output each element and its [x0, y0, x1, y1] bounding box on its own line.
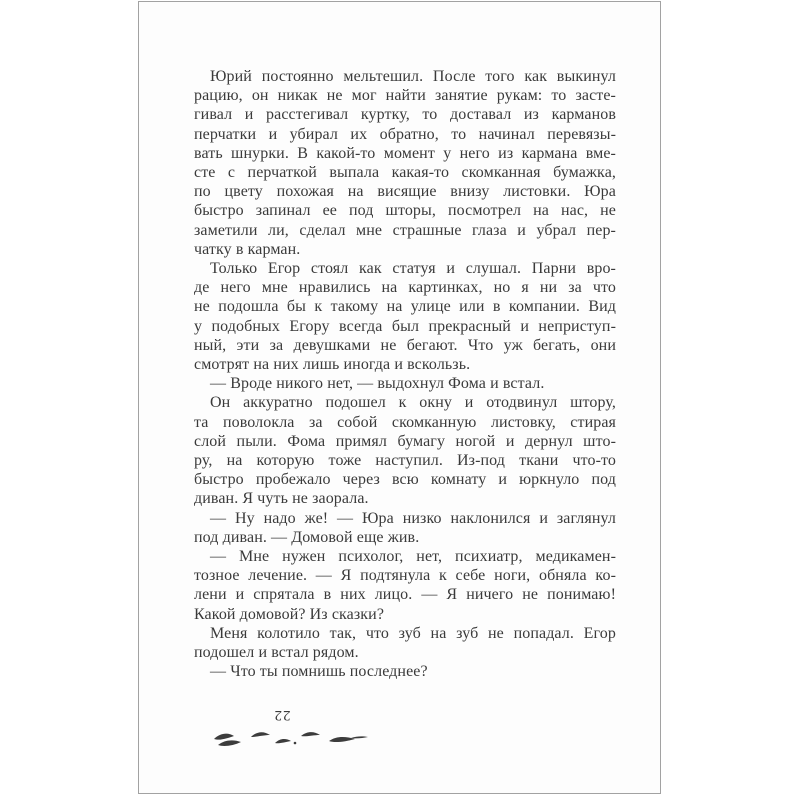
text-line: сте с перчаткой выпала какая-то скомканная бумажка,: [194, 164, 616, 182]
paragraph: [194, 624, 616, 662]
text-line: та поволокла за собой скомканную листовку, стирая: [194, 413, 616, 431]
text-line: быстро пробежало через всю комнату и юркнуло под: [194, 471, 616, 489]
page-text: [194, 67, 616, 682]
text-line: Какой домовой? Из сказки?: [194, 605, 385, 623]
text-line: заметили ли, сделал мне страшные глаза и убрал пер-: [194, 221, 616, 239]
text-line: под диван. — Домовой еще жив.: [194, 528, 420, 546]
page-footer: [139, 702, 660, 762]
paragraph: [194, 374, 616, 393]
paragraph: [194, 662, 616, 681]
text-line: Юрий постоянно мельтешил. После того как выкинул: [210, 68, 616, 85]
text-line: лени и спрятала в них лицо. — Я ничего не понимаю!: [194, 586, 616, 604]
text-line: чатку в карман.: [194, 240, 301, 258]
text-line: не подошла бы к такому на улице или в компании. Вид: [194, 298, 616, 316]
text-line: вать шнурки. В какой-то момент у него из кармана вме-: [194, 144, 616, 162]
text-line: — Мне нужен психолог, нет, психиатр, медикамен-: [210, 548, 616, 566]
text-line: у подобных Егору всегда был прекрасный и неприступ-: [194, 317, 616, 335]
text-line: по цвету похожая на висящие внизу листовки. Юра: [194, 183, 616, 201]
paragraph: [194, 259, 616, 374]
text-line: подошел и встал рядом.: [194, 644, 359, 662]
text-line: диван. Я чуть не заорала.: [194, 490, 369, 508]
page-number: 22: [273, 707, 291, 723]
text-line: гивал и расстегивал куртку, то доставал из карманов: [194, 106, 616, 124]
text-line: слой пыли. Фома примял бумагу ногой и дернул што-: [194, 432, 616, 450]
text-line: быстро запинал ее под шторы, посмотрел на нас, не: [194, 202, 616, 220]
paragraph: [194, 547, 616, 624]
text-line: — Вроде никого нет, — выдохнул Фома и встал.: [210, 375, 545, 393]
book-page: [138, 1, 661, 794]
text-line: смотрят на них лишь иногда и вскользь.: [194, 356, 471, 374]
flying-birds-ornament: [213, 726, 385, 752]
text-line: ру, на которую тоже наступил. Из-под ткани что-то: [194, 452, 616, 470]
text-line: — Ну надо же! — Юра низко наклонился и заглянул: [210, 509, 616, 527]
text-line: Только Егор стоял как статуя и слушал. Парни вро-: [210, 260, 616, 278]
text-line: перчатки и убирал их обратно, то начинал перевязы-: [194, 125, 616, 143]
paragraph: [194, 509, 616, 547]
text-line: рацию, он никак не мог найти занятие рукам: то засте-: [194, 87, 616, 105]
paragraph: [194, 393, 616, 508]
text-line: Он аккуратно подошел к окну и отодвинул штору,: [210, 394, 616, 412]
paragraph: [194, 67, 616, 259]
text-line: — Что ты помнишь последнее?: [210, 663, 428, 681]
text-line: Меня колотило так, что зуб на зуб не попадал. Егор: [210, 624, 616, 642]
text-line: ный, эти за девушками не бегают. Что уж бегать, они: [194, 336, 616, 354]
text-line: тозное лечение. — Я подтянула к себе ноги, обняла ко-: [194, 567, 616, 585]
text-line: де него мне нравились на картинках, но я ни за что: [194, 279, 616, 297]
